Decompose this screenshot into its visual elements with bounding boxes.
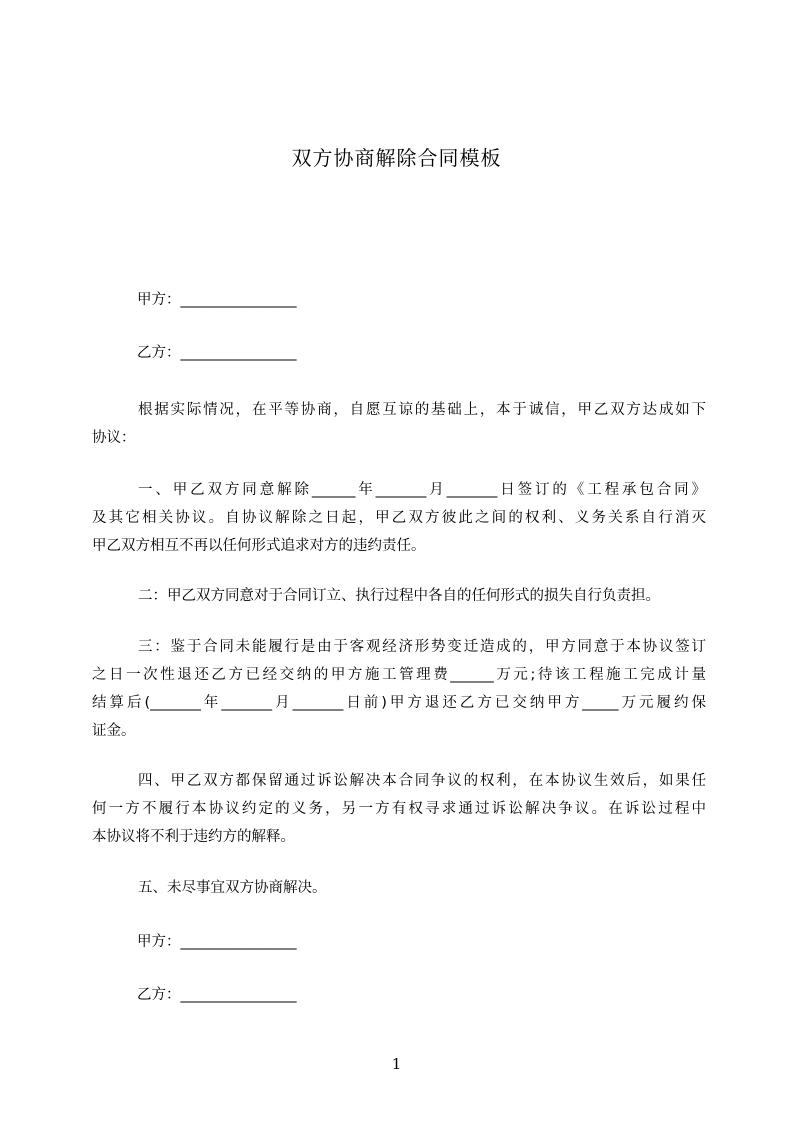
intro-paragraph [92, 396, 706, 452]
document-title: 双方协商解除合同模板 [291, 146, 502, 170]
clause-2-line-1: 二：甲乙双方同意对于合同订立、执行过程中各自的任何形式的损失自行负责担。 [138, 588, 660, 604]
clause-4-paragraph [92, 767, 706, 851]
clause-3-line-2: 之日一次性退还乙方已经交纳的甲方施工管理费______万元;待该工程施工完成计量 [92, 667, 706, 683]
intro-line-2: 协议： [92, 430, 136, 446]
party-a-field: 甲方：________________ [137, 292, 297, 308]
clause-1-line-2: 及其它相关协议。自协议解除之日起，甲乙双方彼此之间的权利、义务关系自行消灭 [92, 510, 706, 526]
clause-4-line-1: 四、甲乙双方都保留通过诉讼解决本合同争议的权利，在本协议生效后，如果任 [138, 773, 706, 789]
signature-party-b: 乙方：________________ [137, 987, 297, 1003]
clause-5-paragraph [92, 874, 706, 902]
clause-1-line-1: 一、甲乙双方同意解除______年_______月_______日签订的《工程承包合同》 [138, 482, 706, 498]
page-number: 1 [391, 1055, 402, 1073]
clause-5-line-1: 五、未尽事宜双方协商解决。 [138, 880, 327, 896]
clause-4-line-3: 本协议将不利于违约方的解释。 [92, 829, 295, 845]
intro-line-1: 根据实际情况，在平等协商，自愿互谅的基础上，本于诚信，甲乙双方达成如下 [138, 402, 706, 418]
clause-2-paragraph [92, 582, 706, 610]
clause-3-line-4: 证金。 [92, 723, 136, 739]
party-b-field: 乙方：________________ [137, 345, 297, 361]
clause-3-line-3: 结算后(_______年_______月_______日前)甲方退还乙方已交纳甲方_____万元履约保 [92, 695, 706, 711]
signature-party-a: 甲方：________________ [137, 934, 297, 950]
clause-1-line-3: 甲乙双方相互不再以任何形式追求对方的违约责任。 [92, 538, 426, 554]
clause-1-paragraph [92, 476, 706, 560]
clause-3-line-1: 三：鉴于合同未能履行是由于客观经济形势变迁造成的，甲方同意于本协议签订 [138, 639, 706, 655]
clause-3-paragraph [92, 633, 706, 745]
clause-4-line-2: 何一方不履行本协议约定的义务，另一方有权寻求通过诉讼解决争议。在诉讼过程中 [92, 801, 706, 817]
